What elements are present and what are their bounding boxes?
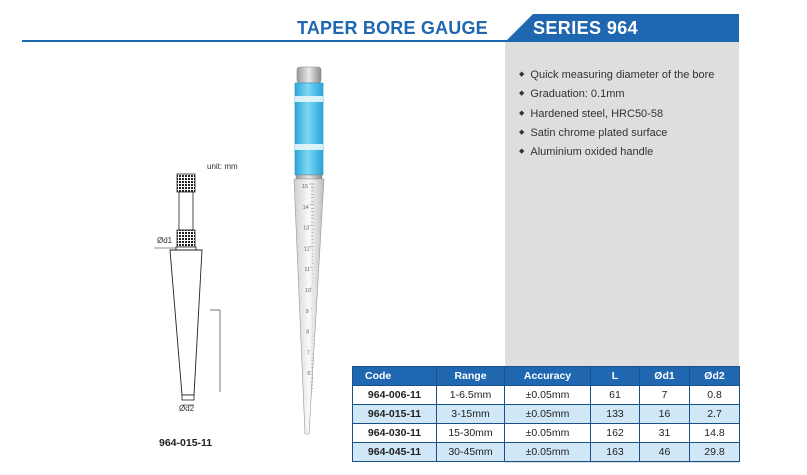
col-header-d2: Ød2 xyxy=(690,367,740,386)
feature-item: ◆ Quick measuring diameter of the bore xyxy=(519,69,715,81)
cell-accuracy: ±0.05mm xyxy=(505,386,591,405)
table-row xyxy=(353,386,740,405)
scale-label: 14 xyxy=(302,204,309,211)
d1-label: Ød1 xyxy=(157,236,173,245)
col-header-d1: Ød1 xyxy=(640,367,690,386)
cell-range: 15-30mm xyxy=(437,424,505,443)
cell-range: 3-15mm xyxy=(437,405,505,424)
bullet-icon: ◆ xyxy=(519,90,525,98)
cell-d1: 46 xyxy=(640,443,690,462)
table-row xyxy=(353,424,740,443)
series-label: SERIES 964 xyxy=(533,18,639,38)
gauge-blade xyxy=(294,179,324,434)
drawing-handle xyxy=(179,192,193,230)
cell-l: 133 xyxy=(591,405,640,424)
bullet-icon: ◆ xyxy=(519,109,525,117)
scale-label: 7 xyxy=(306,350,310,357)
cell-d1: 7 xyxy=(640,386,690,405)
scale-label: 10 xyxy=(305,288,312,294)
bullet-icon: ◆ xyxy=(519,71,525,78)
col-header-range: Range xyxy=(437,367,505,386)
cell-code: 964-045-11 xyxy=(353,443,437,462)
scale-label: 11 xyxy=(304,267,311,274)
feature-item: ◆ Satin chrome plated surface xyxy=(519,126,668,139)
feature-item: ◆ Graduation: 0.1mm xyxy=(519,88,625,101)
scale-label: 9 xyxy=(305,308,309,315)
cell-range: 1-6.5mm xyxy=(437,386,505,405)
cell-code: 964-015-11 xyxy=(353,405,437,424)
cell-d1: 31 xyxy=(640,424,690,443)
cell-range: 30-45mm xyxy=(437,443,505,462)
scale-label: 12 xyxy=(303,246,310,253)
bullet-icon: ◆ xyxy=(519,148,525,156)
drawing-taper xyxy=(170,250,202,395)
page-title: TAPER BORE GAUGE xyxy=(297,18,488,38)
cell-d2: 14.8 xyxy=(690,424,740,443)
technical-drawing xyxy=(140,160,250,420)
cell-accuracy: ±0.05mm xyxy=(505,424,591,443)
drawing-tip xyxy=(182,395,194,400)
cell-code: 964-006-11 xyxy=(353,386,437,405)
drawing-model-label: 964-015-11 xyxy=(159,437,213,449)
scale-label: 13 xyxy=(303,225,310,232)
drawing-knurl-bottom xyxy=(177,230,195,247)
scale-label: 6 xyxy=(307,371,311,378)
feature-list xyxy=(519,68,714,164)
bullet-icon: ◆ xyxy=(519,128,525,136)
cell-d2: 0.8 xyxy=(690,386,740,405)
cell-l: 162 xyxy=(591,424,640,443)
cell-code: 964-030-11 xyxy=(353,424,437,443)
table-row xyxy=(353,443,740,462)
scale-label: 15 xyxy=(302,184,309,190)
d2-label: Ød2 xyxy=(179,404,195,413)
feature-item: ◆ Aluminium oxided handle xyxy=(519,146,654,159)
taper-gauge-image xyxy=(280,62,340,442)
gauge-end-cap xyxy=(297,67,321,83)
drawing-knurl-top xyxy=(177,174,195,192)
spec-table xyxy=(352,366,740,462)
gauge-ferrule xyxy=(296,175,322,179)
cell-l: 163 xyxy=(591,443,640,462)
cell-d1: 16 xyxy=(640,405,690,424)
scale-label: 8 xyxy=(306,329,310,336)
cell-accuracy: ±0.05mm xyxy=(505,405,591,424)
unit-label: unit: mm xyxy=(207,162,238,171)
cell-d2: 2.7 xyxy=(690,405,740,424)
col-header-code: Code xyxy=(353,367,437,386)
table-row xyxy=(353,405,740,424)
cell-l: 61 xyxy=(591,386,640,405)
feature-item: ◆ Hardened steel, HRC50-58 xyxy=(519,107,664,120)
table-header-row xyxy=(353,367,740,386)
col-header-l: L xyxy=(591,367,640,386)
col-header-accuracy: Accuracy xyxy=(505,367,591,386)
cell-accuracy: ±0.05mm xyxy=(505,443,591,462)
cell-d2: 29.8 xyxy=(690,443,740,462)
header-rule xyxy=(22,40,542,42)
